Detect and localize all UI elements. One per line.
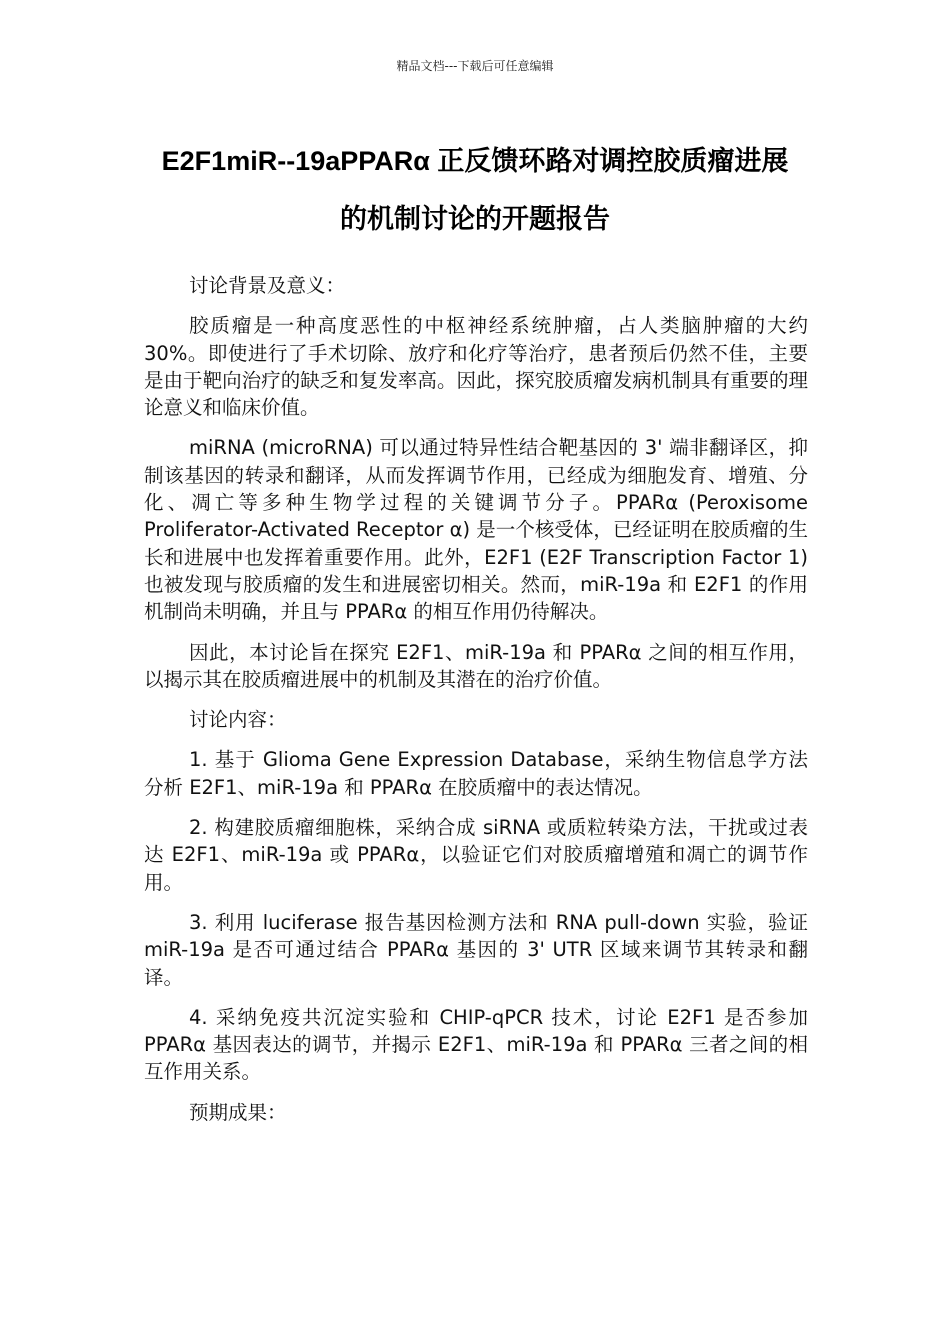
document-title <box>120 132 830 248</box>
document-body <box>144 272 808 1139</box>
paragraph-glioma-intro: 胶质瘤是一种高度恶性的中枢神经系统肿瘤，占人类脑肿瘤的大约 30%。即使进行了手术切除、放疗和化疗等治疗，患者预后仍然不佳，主要是由于靶向治疗的缺乏和复发率高。因此，探究胶质瘤发病机制具有重要的理论意义和临床价值。 <box>144 314 808 420</box>
document-title-line-1: E2F1miR--19aPPARα 正反馈环路对调控胶质瘤进展 <box>161 146 789 176</box>
page-header-note: 精品文档---下载后可任意编辑 <box>396 59 554 73</box>
document-title-line-2: 的机制讨论的开题报告 <box>340 204 610 234</box>
list-item-content-1: 1. 基于 Glioma Gene Expression Database，采纳生物信息学方法分析 E2F1、miR-19a 和 PPARα 在胶质瘤中的表达情况。 <box>144 748 808 799</box>
section-heading-background: 讨论背景及意义： <box>189 274 346 297</box>
section-heading-content: 讨论内容： <box>189 708 287 732</box>
list-item-content-3: 3. 利用 luciferase 报告基因检测方法和 RNA pull-down 实验，验证 miR-19a 是否可通过结合 PPARα 基因的 3' UTR 区域来调节其转录和翻译。 <box>144 910 808 989</box>
list-item-content-4: 4. 采纳免疫共沉淀实验和 CHIP-qPCR 技术，讨论 E2F1 是否参加 PPARα 基因表达的调节，并揭示 E2F1、miR-19a 和 PPARα 三者之间的相互作用关系。 <box>144 1005 808 1084</box>
paragraph-mirna-background: miRNA (microRNA) 可以通过特异性结合靶基因的 3' 端非翻译区，抑制该基因的转录和翻译，从而发挥调节作用，已经成为细胞发育、增殖、分化、凋亡等多种生物学过程的关键调节分子。PPARα (Peroxisome Proliferator-Activated Receptor α) 是一个核受体，已经证明在胶质瘤的生长和进展中也发挥着重要作用。此外，E2F1 (E2F Transcription Factor 1) 也被发现与胶质瘤的发生和进展密切相关。然而，miR-19a 和 E2F1 的作用机制尚未明确，并且与 PPARα 的相互作用仍待解决。 <box>144 436 808 624</box>
paragraph-research-aim: 因此，本讨论旨在探究 E2F1、miR-19a 和 PPARα 之间的相互作用，以揭示其在胶质瘤进展中的机制及其潜在的治疗价值。 <box>144 640 808 691</box>
section-heading-expected-results: 预期成果： <box>189 1100 287 1124</box>
list-item-content-2: 2. 构建胶质瘤细胞株，采纳合成 siRNA 或质粒转染方法，干扰或过表达 E2F1、miR-19a 或 PPARα，以验证它们对胶质瘤增殖和凋亡的调节作用。 <box>144 816 808 894</box>
